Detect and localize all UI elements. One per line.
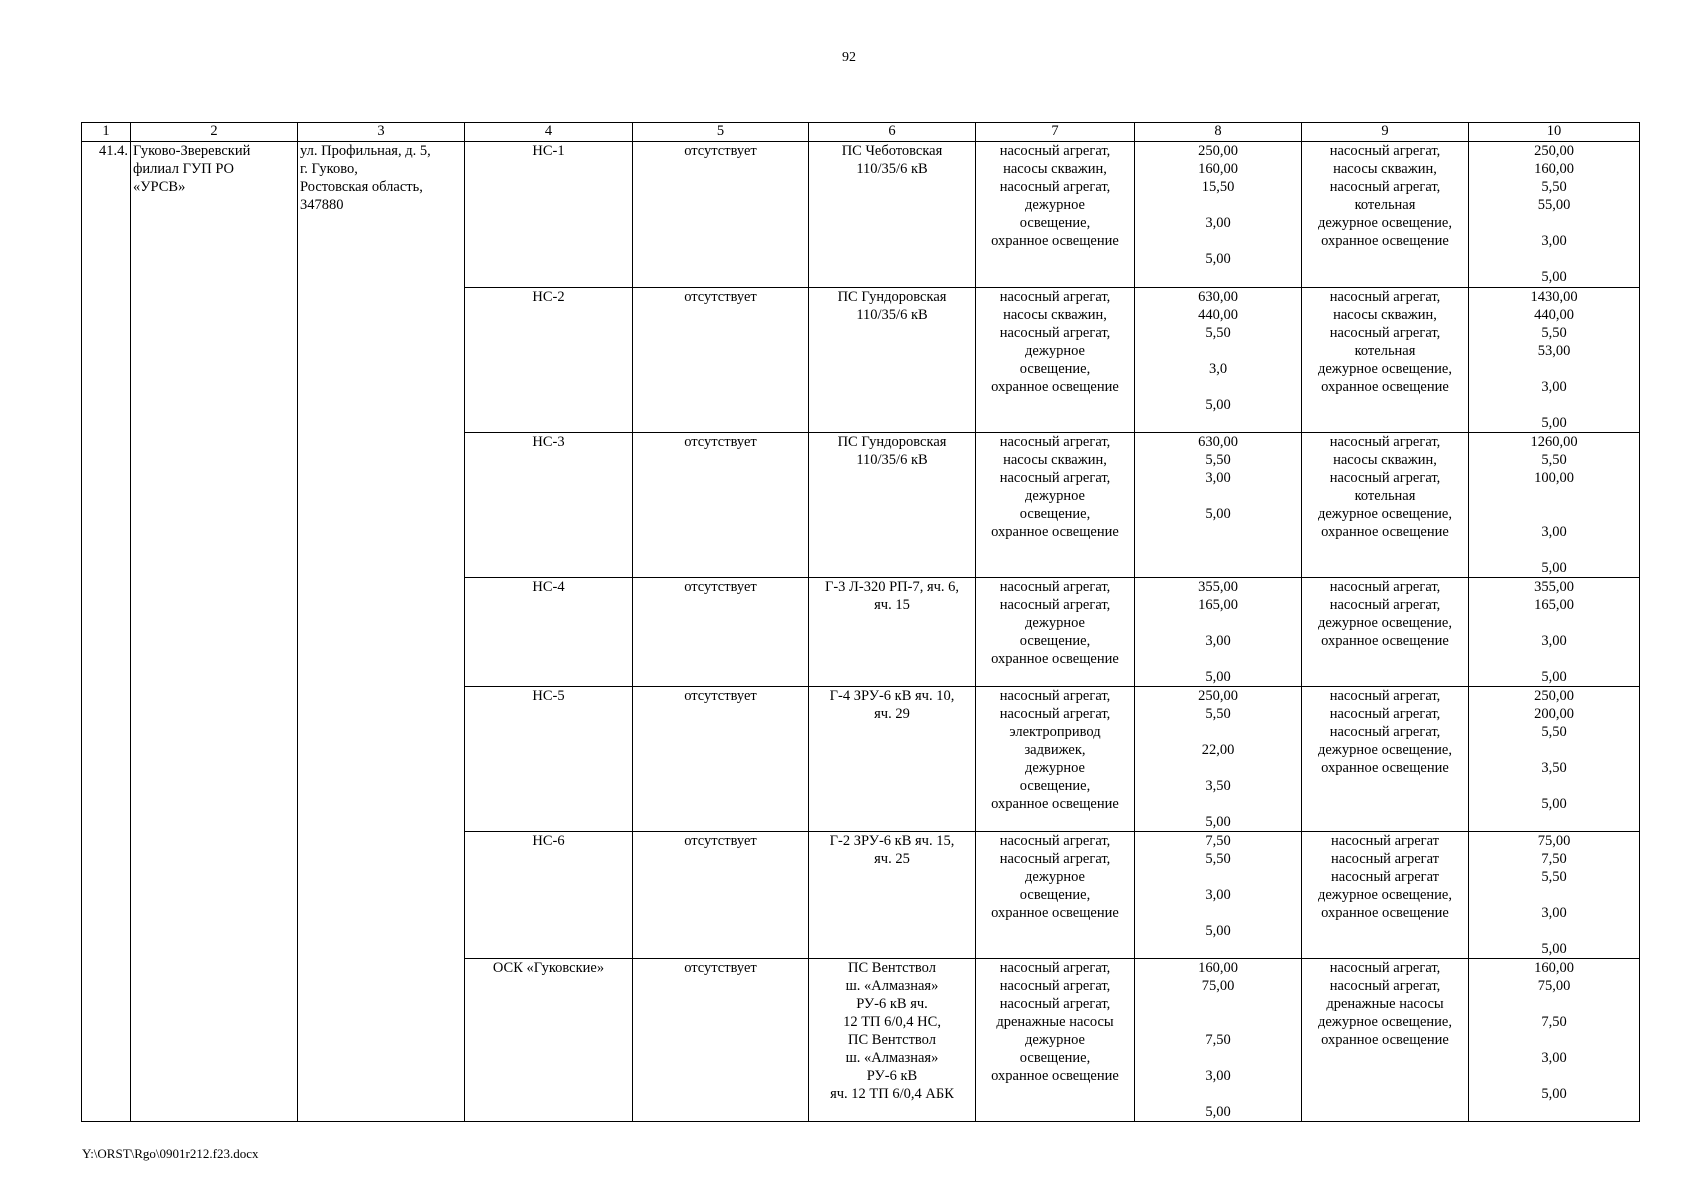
- cell-line: освещение,: [1019, 887, 1091, 903]
- cell-line: 3,00: [1205, 470, 1231, 486]
- cell-line: 5,00: [1541, 941, 1567, 957]
- cell-line: насосы скважин,: [1333, 161, 1437, 177]
- cell-line: котельная: [1354, 197, 1416, 213]
- cell-line: 355,00: [1198, 579, 1238, 595]
- cell-line: 630,00: [1198, 434, 1238, 450]
- cell-line: Г-2 ЗРУ-6 кВ яч. 15,: [829, 833, 955, 849]
- power-values-cell: [1135, 578, 1302, 687]
- column-header: 7: [976, 123, 1135, 142]
- cell-line: насосы скважин,: [1003, 161, 1107, 177]
- organization-cell: [131, 142, 298, 1122]
- cell-line: [1137, 378, 1299, 396]
- cell-line: насосный агрегат,: [999, 833, 1111, 849]
- cell-line: 5,00: [1541, 415, 1567, 431]
- cell-line: насосный агрегат,: [1329, 706, 1441, 722]
- cell-line: яч. 25: [874, 851, 910, 867]
- cell-line: 160,00: [1198, 960, 1238, 976]
- cell-line: насосный агрегат,: [1329, 579, 1441, 595]
- cell-line: ПС Гундоровская: [837, 434, 947, 450]
- cell-line: насосный агрегат,: [999, 470, 1111, 486]
- cell-line: насосный агрегат,: [999, 325, 1111, 341]
- equipment-table: [81, 122, 1640, 1122]
- cell-line: 5,00: [1205, 397, 1231, 413]
- cell-line: 630,00: [1198, 289, 1238, 305]
- cell-line: [1471, 214, 1637, 232]
- cell-line: 12 ТП 6/0,4 НС,: [843, 1014, 941, 1030]
- status-cell: отсутствует: [633, 687, 809, 832]
- consumers-actual-cell: [1302, 142, 1469, 288]
- cell-line: 3,00: [1541, 524, 1567, 540]
- cell-line: 5,00: [1205, 923, 1231, 939]
- column-header: 3: [298, 123, 465, 142]
- cell-line: насосный агрегат,: [999, 706, 1111, 722]
- cell-line: яч. 12 ТП 6/0,4 АБК: [830, 1086, 954, 1102]
- cell-line: яч. 15: [874, 597, 910, 613]
- power-values-cell: [1135, 433, 1302, 578]
- cell-line: котельная: [1354, 343, 1416, 359]
- cell-line: [1137, 487, 1299, 505]
- consumers-actual-cell: [1302, 959, 1469, 1122]
- cell-line: насосы скважин,: [1003, 307, 1107, 323]
- footer-file-path: Y:\ORST\Rgo\0901r212.f23.docx: [82, 1146, 259, 1161]
- cell-line: охранное освещение: [1321, 633, 1449, 649]
- cell-line: дежурное: [1025, 1032, 1085, 1048]
- power-actual-cell: [1469, 832, 1640, 959]
- power-source-cell: [809, 687, 976, 832]
- table-row: [82, 142, 1640, 288]
- cell-line: Г-3 Л-320 РП-7, яч. 6,: [824, 579, 960, 595]
- cell-line: насосный агрегат,: [1329, 434, 1441, 450]
- cell-line: 7,50: [1541, 851, 1567, 867]
- cell-line: котельная: [1354, 488, 1416, 504]
- consumers-actual-cell: [1302, 832, 1469, 959]
- cell-line: [1471, 487, 1637, 505]
- cell-line: дежурное освещение,: [1317, 1014, 1452, 1030]
- table-header-row: [82, 123, 1640, 142]
- power-values-cell: [1135, 687, 1302, 832]
- cell-line: 5,50: [1541, 869, 1567, 885]
- cell-line: [1137, 995, 1299, 1013]
- cell-line: охранное освещение: [1321, 379, 1449, 395]
- cell-line: [1137, 1049, 1299, 1067]
- cell-line: насосный агрегат,: [1329, 978, 1441, 994]
- cell-line: [1471, 886, 1637, 904]
- column-header: 10: [1469, 123, 1640, 142]
- cell-line: насосный агрегат,: [1329, 470, 1441, 486]
- cell-line: 3,00: [1541, 633, 1567, 649]
- cell-line: дежурное: [1025, 488, 1085, 504]
- cell-line: 160,00: [1198, 161, 1238, 177]
- cell-line: насосный агрегат,: [999, 179, 1111, 195]
- cell-line: 5,00: [1541, 1086, 1567, 1102]
- cell-line: [1471, 1031, 1637, 1049]
- cell-line: освещение,: [1019, 1050, 1091, 1066]
- cell-line: [1137, 723, 1299, 741]
- object-name: НС-6: [465, 832, 633, 959]
- cell-line: [1137, 232, 1299, 250]
- cell-line: насосный агрегат,: [999, 289, 1111, 305]
- cell-line: [1471, 541, 1637, 559]
- cell-line: насосы скважин,: [1003, 452, 1107, 468]
- cell-line: освещение,: [1019, 361, 1091, 377]
- cell-line: дежурное: [1025, 197, 1085, 213]
- cell-line: насосный агрегат: [1331, 869, 1439, 885]
- cell-line: 5,00: [1205, 506, 1231, 522]
- cell-line: 3,00: [1205, 633, 1231, 649]
- cell-line: охранное освещение: [1321, 233, 1449, 249]
- cell-line: филиал ГУП РО: [133, 161, 235, 177]
- cell-line: г. Гуково,: [300, 161, 358, 177]
- cell-line: насосный агрегат,: [1329, 960, 1441, 976]
- cell-line: 347880: [300, 197, 344, 213]
- consumers-cell: [976, 433, 1135, 578]
- cell-line: 160,00: [1534, 960, 1574, 976]
- consumers-cell: [976, 578, 1135, 687]
- cell-line: 1430,00: [1530, 289, 1578, 305]
- cell-line: [1471, 922, 1637, 940]
- cell-line: насосный агрегат,: [999, 597, 1111, 613]
- group-number: 41.4.: [82, 142, 131, 1122]
- cell-line: [1471, 250, 1637, 268]
- cell-line: 250,00: [1534, 688, 1574, 704]
- cell-line: охранное освещение: [991, 233, 1119, 249]
- object-name: НС-4: [465, 578, 633, 687]
- cell-line: насосный агрегат,: [1329, 688, 1441, 704]
- consumers-cell: [976, 687, 1135, 832]
- cell-line: дежурное освещение,: [1317, 215, 1452, 231]
- cell-line: насосы скважин,: [1333, 307, 1437, 323]
- cell-line: насосный агрегат,: [1329, 597, 1441, 613]
- power-values-cell: [1135, 288, 1302, 433]
- cell-line: освещение,: [1019, 215, 1091, 231]
- column-header: 2: [131, 123, 298, 142]
- cell-line: насосный агрегат,: [999, 143, 1111, 159]
- cell-line: 100,00: [1534, 470, 1574, 486]
- cell-line: дренажные насосы: [996, 1014, 1114, 1030]
- cell-line: охранное освещение: [1321, 1032, 1449, 1048]
- object-name: НС-2: [465, 288, 633, 433]
- power-source-cell: [809, 959, 976, 1122]
- status-cell: отсутствует: [633, 959, 809, 1122]
- cell-line: ш. «Алмазная»: [845, 978, 939, 994]
- consumers-cell: [976, 288, 1135, 433]
- cell-line: задвижек,: [1024, 742, 1086, 758]
- cell-line: насосный агрегат,: [1329, 289, 1441, 305]
- cell-line: ПС Чеботовская: [841, 143, 943, 159]
- cell-line: [1471, 1067, 1637, 1085]
- cell-line: 165,00: [1534, 597, 1574, 613]
- power-source-cell: [809, 142, 976, 288]
- cell-line: 440,00: [1198, 307, 1238, 323]
- cell-line: охранное освещение: [991, 905, 1119, 921]
- object-name: НС-3: [465, 433, 633, 578]
- cell-line: 3,00: [1205, 1068, 1231, 1084]
- cell-line: дежурное освещение,: [1317, 615, 1452, 631]
- cell-line: дежурное освещение,: [1317, 887, 1452, 903]
- cell-line: 355,00: [1534, 579, 1574, 595]
- cell-line: 3,00: [1541, 379, 1567, 395]
- consumers-cell: [976, 959, 1135, 1122]
- cell-line: 5,50: [1541, 724, 1567, 740]
- cell-line: дежурное освещение,: [1317, 742, 1452, 758]
- cell-line: электропривод: [1009, 724, 1101, 740]
- cell-line: 7,50: [1205, 1032, 1231, 1048]
- cell-line: [1137, 1085, 1299, 1103]
- cell-line: ПС Вентствол: [848, 1032, 936, 1048]
- power-source-cell: [809, 578, 976, 687]
- cell-line: 3,00: [1205, 215, 1231, 231]
- cell-line: насосный агрегат,: [999, 978, 1111, 994]
- cell-line: насосы скважин,: [1333, 452, 1437, 468]
- object-name: НС-5: [465, 687, 633, 832]
- cell-line: 3,0: [1208, 361, 1228, 377]
- power-source-cell: [809, 288, 976, 433]
- cell-line: охранное освещение: [991, 1068, 1119, 1084]
- cell-line: 5,50: [1205, 452, 1231, 468]
- cell-line: насосный агрегат,: [1329, 724, 1441, 740]
- cell-line: насосный агрегат,: [999, 688, 1111, 704]
- cell-line: ПС Гундоровская: [837, 289, 947, 305]
- consumers-actual-cell: [1302, 433, 1469, 578]
- cell-line: [1137, 342, 1299, 360]
- cell-line: насосный агрегат,: [999, 579, 1111, 595]
- cell-line: Ростовская область,: [300, 179, 423, 195]
- cell-line: охранное освещение: [1321, 524, 1449, 540]
- column-header: 9: [1302, 123, 1469, 142]
- power-actual-cell: [1469, 578, 1640, 687]
- cell-line: охранное освещение: [991, 379, 1119, 395]
- cell-line: 5,00: [1205, 251, 1231, 267]
- cell-line: дежурное: [1025, 343, 1085, 359]
- power-actual-cell: [1469, 433, 1640, 578]
- cell-line: дежурное: [1025, 869, 1085, 885]
- cell-line: [1471, 777, 1637, 795]
- cell-line: 75,00: [1537, 833, 1571, 849]
- cell-line: 5,00: [1541, 669, 1567, 685]
- cell-line: [1137, 614, 1299, 632]
- cell-line: 5,50: [1541, 325, 1567, 341]
- cell-line: освещение,: [1019, 633, 1091, 649]
- cell-line: РУ-6 кВ яч.: [856, 996, 928, 1012]
- cell-line: 5,00: [1541, 560, 1567, 576]
- cell-line: 5,00: [1205, 814, 1231, 830]
- cell-line: 7,50: [1541, 1014, 1567, 1030]
- cell-line: [1471, 741, 1637, 759]
- object-name: НС-1: [465, 142, 633, 288]
- cell-line: 75,00: [1201, 978, 1235, 994]
- power-actual-cell: [1469, 959, 1640, 1122]
- object-name: ОСК «Гуковские»: [465, 959, 633, 1122]
- cell-line: насосный агрегат,: [999, 996, 1111, 1012]
- cell-line: дренажные насосы: [1326, 996, 1444, 1012]
- cell-line: Г-4 ЗРУ-6 кВ яч. 10,: [829, 688, 955, 704]
- cell-line: ул. Профильная, д. 5,: [300, 143, 431, 159]
- power-source-cell: [809, 433, 976, 578]
- cell-line: насосный агрегат,: [1329, 325, 1441, 341]
- column-header: 6: [809, 123, 976, 142]
- cell-line: 110/35/6 кВ: [856, 307, 928, 323]
- cell-line: 440,00: [1534, 307, 1574, 323]
- cell-line: [1471, 360, 1637, 378]
- power-source-cell: [809, 832, 976, 959]
- cell-line: насосный агрегат: [1331, 851, 1439, 867]
- status-cell: отсутствует: [633, 433, 809, 578]
- cell-line: охранное освещение: [991, 651, 1119, 667]
- cell-line: насосный агрегат,: [999, 434, 1111, 450]
- consumers-cell: [976, 832, 1135, 959]
- cell-line: 250,00: [1534, 143, 1574, 159]
- cell-line: 3,00: [1205, 887, 1231, 903]
- consumers-actual-cell: [1302, 288, 1469, 433]
- cell-line: 5,50: [1205, 325, 1231, 341]
- cell-line: [1137, 868, 1299, 886]
- power-values-cell: [1135, 959, 1302, 1122]
- cell-line: [1471, 650, 1637, 668]
- cell-line: 110/35/6 кВ: [856, 452, 928, 468]
- cell-line: [1471, 396, 1637, 414]
- cell-line: охранное освещение: [1321, 905, 1449, 921]
- consumers-actual-cell: [1302, 687, 1469, 832]
- cell-line: 3,00: [1541, 1050, 1567, 1066]
- cell-line: охранное освещение: [1321, 760, 1449, 776]
- cell-line: 5,00: [1205, 1104, 1231, 1120]
- cell-line: [1137, 650, 1299, 668]
- cell-line: охранное освещение: [991, 524, 1119, 540]
- cell-line: 5,50: [1541, 452, 1567, 468]
- cell-line: насосный агрегат: [1331, 833, 1439, 849]
- cell-line: РУ-6 кВ: [866, 1068, 918, 1084]
- address-cell: [298, 142, 465, 1122]
- consumers-cell: [976, 142, 1135, 288]
- cell-line: 3,50: [1541, 760, 1567, 776]
- cell-line: насосный агрегат,: [1329, 179, 1441, 195]
- page-number: 92: [842, 50, 856, 65]
- cell-line: 15,50: [1201, 179, 1235, 195]
- cell-line: 53,00: [1537, 343, 1571, 359]
- cell-line: [1137, 904, 1299, 922]
- cell-line: 22,00: [1201, 742, 1235, 758]
- cell-line: «УРСВ»: [133, 179, 186, 195]
- cell-line: 3,50: [1205, 778, 1231, 794]
- cell-line: Гуково-Зверевский: [133, 143, 251, 159]
- cell-line: ПС Вентствол: [848, 960, 936, 976]
- cell-line: 160,00: [1534, 161, 1574, 177]
- cell-line: насосный агрегат,: [999, 960, 1111, 976]
- cell-line: яч. 29: [874, 706, 910, 722]
- cell-line: [1471, 505, 1637, 523]
- cell-line: освещение,: [1019, 506, 1091, 522]
- cell-line: 200,00: [1534, 706, 1574, 722]
- cell-line: 1260,00: [1530, 434, 1578, 450]
- cell-line: ш. «Алмазная»: [845, 1050, 939, 1066]
- cell-line: 75,00: [1537, 978, 1571, 994]
- cell-line: 110/35/6 кВ: [856, 161, 928, 177]
- cell-line: 55,00: [1537, 197, 1571, 213]
- power-actual-cell: [1469, 288, 1640, 433]
- cell-line: охранное освещение: [991, 796, 1119, 812]
- cell-line: 5,50: [1205, 851, 1231, 867]
- cell-line: 5,50: [1205, 706, 1231, 722]
- cell-line: 5,00: [1205, 669, 1231, 685]
- cell-line: дежурное освещение,: [1317, 361, 1452, 377]
- cell-line: 5,00: [1541, 269, 1567, 285]
- status-cell: отсутствует: [633, 578, 809, 687]
- cell-line: 250,00: [1198, 143, 1238, 159]
- power-actual-cell: [1469, 142, 1640, 288]
- cell-line: дежурное освещение,: [1317, 506, 1452, 522]
- cell-line: дежурное: [1025, 760, 1085, 776]
- cell-line: освещение,: [1019, 778, 1091, 794]
- cell-line: [1137, 795, 1299, 813]
- cell-line: [1471, 614, 1637, 632]
- cell-line: насосный агрегат,: [999, 851, 1111, 867]
- cell-line: 3,00: [1541, 233, 1567, 249]
- cell-line: 250,00: [1198, 688, 1238, 704]
- consumers-actual-cell: [1302, 578, 1469, 687]
- power-actual-cell: [1469, 687, 1640, 832]
- cell-line: 5,00: [1541, 796, 1567, 812]
- power-values-cell: [1135, 142, 1302, 288]
- column-header: 5: [633, 123, 809, 142]
- cell-line: дежурное: [1025, 615, 1085, 631]
- status-cell: отсутствует: [633, 832, 809, 959]
- cell-line: 5,50: [1541, 179, 1567, 195]
- cell-line: 7,50: [1205, 833, 1231, 849]
- cell-line: 3,00: [1541, 905, 1567, 921]
- column-header: 8: [1135, 123, 1302, 142]
- cell-line: 165,00: [1198, 597, 1238, 613]
- status-cell: отсутствует: [633, 142, 809, 288]
- power-values-cell: [1135, 832, 1302, 959]
- cell-line: насосный агрегат,: [1329, 143, 1441, 159]
- status-cell: отсутствует: [633, 288, 809, 433]
- cell-line: [1471, 995, 1637, 1013]
- cell-line: [1137, 1013, 1299, 1031]
- column-header: 4: [465, 123, 633, 142]
- cell-line: [1137, 196, 1299, 214]
- column-header: 1: [82, 123, 131, 142]
- cell-line: [1137, 759, 1299, 777]
